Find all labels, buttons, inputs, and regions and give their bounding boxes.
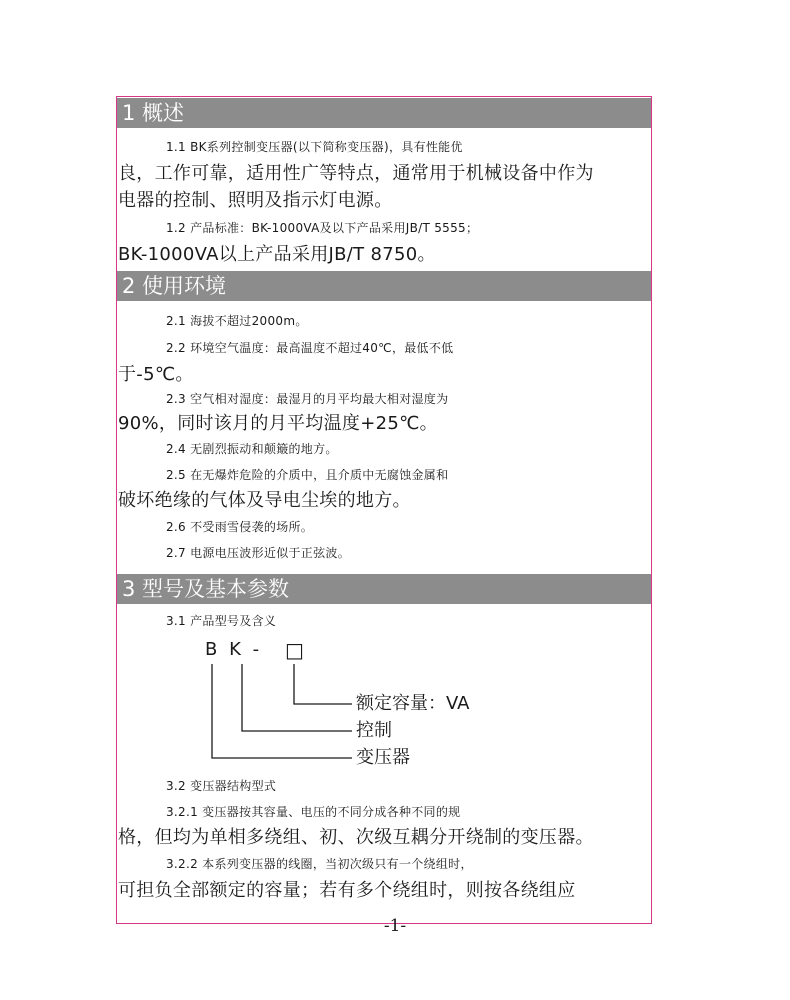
paragraph-line: 格，但均为单相多绕组、初、次级互耦分开绕制的变压器。 bbox=[118, 827, 594, 848]
paragraph-line: 1.2 产品标准：BK-1000VA及以下产品采用JB/T 5555； bbox=[166, 221, 479, 235]
paragraph-line: 2.3 空气相对湿度：最湿月的月平均最大相对湿度为 bbox=[166, 392, 449, 406]
section-2-heading: 2 使用环境 bbox=[117, 271, 651, 301]
paragraph-line: 2.1 海拔不超过2000m。 bbox=[166, 314, 308, 328]
paragraph-line: 3.2.1 变压器按其容量、电压的不同分成各种不同的规 bbox=[166, 805, 461, 819]
paragraph-line: 2.6 不受雨雪侵袭的场所。 bbox=[166, 520, 314, 534]
capacity-box-symbol: □ bbox=[285, 638, 304, 662]
connector-line-control bbox=[242, 664, 352, 731]
paragraph-line: 3.2 变压器结构型式 bbox=[166, 779, 277, 793]
paragraph-line: 90%，同时该月的月平均温度+25℃。 bbox=[118, 413, 438, 434]
model-label-transformer: 变压器 bbox=[356, 747, 410, 768]
paragraph-line: 3.1 产品型号及含义 bbox=[166, 614, 277, 628]
page-number: -1- bbox=[383, 916, 407, 936]
paragraph-line: 1.1 BK系列控制变压器(以下简称变压器)，具有性能优 bbox=[166, 140, 463, 154]
paragraph-line: 可担负全部额定的容量；若有多个绕组时，则按各绕组应 bbox=[118, 880, 576, 901]
paragraph-line: 良，工作可靠，适用性广等特点，通常用于机械设备中作为 bbox=[118, 163, 594, 184]
paragraph-line: 3.2.2 本系列变压器的线圈，当初次级只有一个绕组时， bbox=[166, 857, 473, 871]
model-label-capacity: 额定容量：VA bbox=[356, 693, 470, 714]
model-label-control: 控制 bbox=[356, 720, 392, 741]
paragraph-line: 2.7 电源电压波形近似于正弦波。 bbox=[166, 546, 350, 560]
section-1-heading: 1 概述 bbox=[117, 98, 651, 128]
paragraph-line: 2.5 在无爆炸危险的介质中，且介质中无腐蚀金属和 bbox=[166, 468, 449, 482]
paragraph-line: 2.4 无剧烈振动和颠簸的地方。 bbox=[166, 442, 338, 456]
paragraph-line: 于-5℃。 bbox=[118, 364, 194, 385]
connector-line-transformer bbox=[212, 664, 352, 758]
connector-line-capacity bbox=[294, 664, 352, 704]
paragraph-line: 电器的控制、照明及指示灯电源。 bbox=[118, 190, 393, 211]
section-3-heading: 3 型号及基本参数 bbox=[117, 574, 651, 604]
paragraph-line: BK-1000VA以上产品采用JB/T 8750。 bbox=[118, 244, 436, 265]
paragraph-line: 2.2 环境空气温度：最高温度不超过40℃，最低不低 bbox=[166, 341, 454, 355]
model-code: B K - bbox=[205, 639, 263, 660]
paragraph-line: 破坏绝缘的气体及导电尘埃的地方。 bbox=[118, 490, 411, 511]
